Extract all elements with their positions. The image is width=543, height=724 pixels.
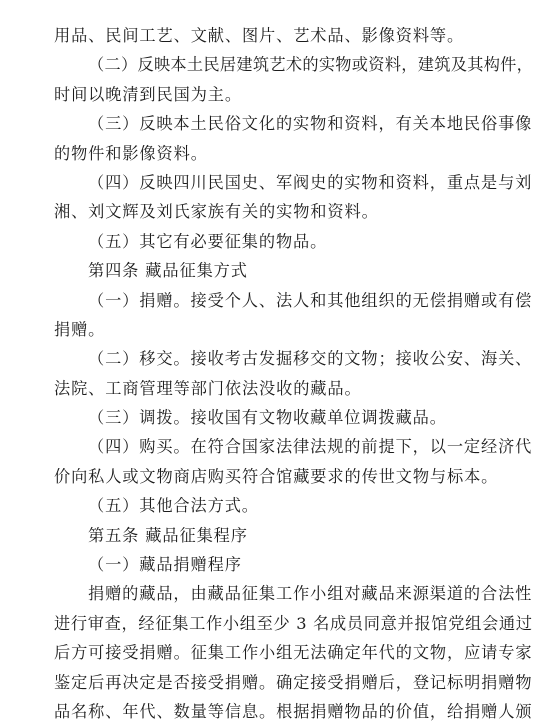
text-line-17: （五）其他合法方式。	[88, 496, 259, 515]
text-line-10: （一）捐赠。接受个人、法人和其他组织的无偿捐赠或有偿	[88, 291, 533, 310]
text-line-24: 品名称、年代、数量等信息。根据捐赠物品的价值，给捐赠人颁	[54, 702, 533, 721]
text-line-12: （二）移交。接收考古发掘移交的文物；接收公安、海关、	[88, 349, 533, 368]
text-line-8: （五）其它有必要征集的物品。	[88, 232, 328, 251]
text-line-23: 鉴定后再决定是否接受捐赠。确定接受捐赠后，登记标明捐赠物	[54, 673, 533, 692]
text-line-3: 时间以晚清到民国为主。	[54, 85, 242, 104]
text-line-14: （三）调拨。接收国有文物收藏单位调拨藏品。	[88, 408, 447, 427]
text-line-13: 法院、工商管理等部门依法没收的藏品。	[54, 379, 362, 398]
text-line-2: （二）反映本土民居建筑艺术的实物或资料，建筑及其构件，	[88, 55, 534, 74]
text-line-15: （四）购买。在符合国家法律法规的前提下，以一定经济代	[88, 437, 533, 456]
text-line-16: 价向私人或文物商店购买符合馆藏要求的传世文物与标本。	[54, 467, 499, 486]
section-heading-article-4: 第四条 藏品征集方式	[88, 261, 248, 280]
text-line-6: （四）反映四川民国史、军阀史的实物和资料，重点是与刘	[88, 173, 533, 192]
text-line-7: 湘、刘文辉及刘氏家族有关的实物和资料。	[54, 202, 379, 221]
section-heading-article-5: 第五条 藏品征集程序	[88, 526, 248, 545]
text-line-1: 用品、民间工艺、文献、图片、艺术品、影像资料等。	[54, 26, 465, 45]
text-line-19: （一）藏品捐赠程序	[88, 555, 242, 574]
text-line-22: 后方可接受捐赠。征集工作小组无法确定年代的文物，应请专家	[54, 643, 533, 662]
text-line-4: （三）反映本土民俗文化的实物和资料，有关本地民俗事像	[88, 114, 533, 133]
text-line-11: 捐赠。	[54, 320, 106, 339]
text-line-20: 捐赠的藏品，由藏品征集工作小组对藏品来源渠道的合法性	[88, 584, 533, 603]
text-line-21: 进行审查，经征集工作小组至少 3 名成员同意并报馆党组会通过	[54, 614, 533, 633]
text-line-5: 的物件和影像资料。	[54, 144, 208, 163]
